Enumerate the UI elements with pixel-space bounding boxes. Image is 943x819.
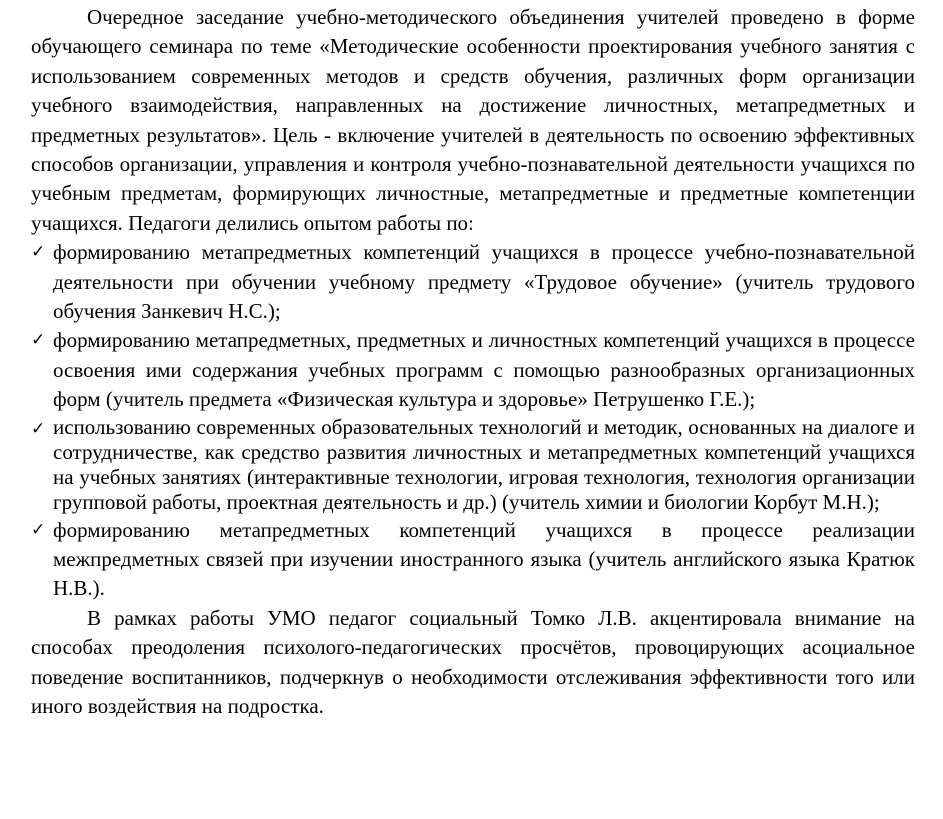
list-item-text: формированию метапредметных, предметных и личностных компетенций учащихся в процессе освоения ими содержания учебных программ с помощью разнообразных организационных форм (учитель предмета «Физическая культура и здоровье» Петрушенко Г.Е.); xyxy=(53,328,915,412)
intro-paragraph: Очередное заседание учебно-методического объединения учителей проведено в форме обучающего семинара по теме «Методические особенности проектирования учебного занятия с использованием современных методов и средств обучения, различных форм организации учебного взаимодействия, направленных на достижение личностных, метапредметных и предметных результатов». Цель - включение учителей в деятельность по освоению эффективных способов организации, управления и контроля учебно-познавательной деятельности учащихся по учебным предметам, формирующих личностные, метапредметные и предметные компетенции учащихся. Педагоги делились опытом работы по: xyxy=(31,5,915,235)
closing-paragraph: В рамках работы УМО педагог социальный Томко Л.В. акцентировала внимание на способах преодоления психолого-педагогических просчётов, провоцирующих асоциальное поведение воспитанников, подчеркнув о необходимости отслеживания эффективности того или иного воздействия на подростка. xyxy=(31,605,915,718)
checkmark-icon: ✓ xyxy=(31,519,46,540)
list-item xyxy=(31,238,915,326)
list-item-text: использованию современных образовательных технологий и методик, основанных на диалоге и сотрудничестве, как средство развития личностных и метапредметных компетенций учащихся на учебных занятиях (интерактивные технологии, игровая технология, технология организации групповой работы, проектная деятельность и др.) (учитель химии и биологии Корбут М.Н.); xyxy=(53,414,915,515)
checkmark-icon: ✓ xyxy=(31,242,46,263)
checkmark-icon: ✓ xyxy=(31,418,46,439)
experience-list xyxy=(31,238,915,603)
list-item xyxy=(31,326,915,414)
list-item xyxy=(31,516,915,604)
list-item-text: формированию метапредметных компетенций учащихся в процессе реализации межпредметных связей при изучении иностранного языка (учитель английского языка Кратюк Н.В.). xyxy=(53,517,915,601)
checkmark-icon: ✓ xyxy=(31,330,46,351)
list-item-text: формированию метапредметных компетенций учащихся в процессе учебно-познавательной деятельности при обучении учебному предмету «Трудовое обучение» (учитель трудового обучения Занкевич Н.С.); xyxy=(53,240,915,324)
list-item xyxy=(31,415,915,516)
